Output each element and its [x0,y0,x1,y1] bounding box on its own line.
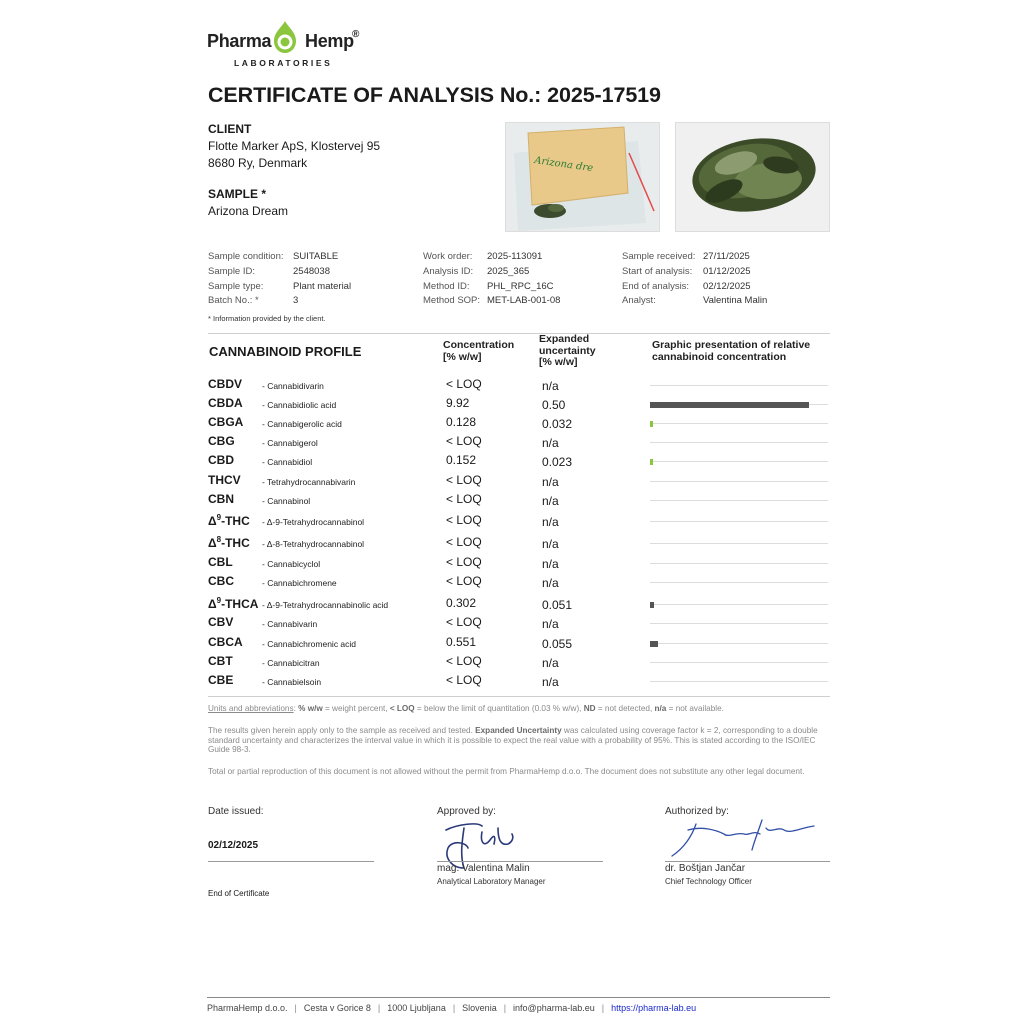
cannabinoid-name: - Cannabicitran [262,658,320,668]
abbreviation-text: CBE [208,673,234,687]
concentration-value: < LOQ [446,574,482,588]
footer-street: Cesta v Gorice 8 [303,1003,371,1013]
note-text: : [293,704,299,713]
concentration-value: 0.302 [446,596,477,610]
meta-key: Analyst: [622,295,656,307]
concentration-bar-track [650,385,828,386]
meta-value: 02/12/2025 [703,280,751,292]
uncertainty-value: 0.032 [542,417,573,431]
abbreviation-superscript: 9 [216,513,222,522]
client-address-line1: Flotte Marker ApS, Klostervej 95 [208,139,381,153]
footer-divider [207,997,830,998]
abbreviation-text: CBDA [208,396,243,410]
authorized-by-label: Authorized by: [665,806,729,817]
logo-word-pharma: Pharma [207,31,272,51]
footer-separator: | [294,1003,297,1013]
cannabinoid-name: - Cannabichromene [262,578,337,588]
meta-key: Start of analysis: [622,265,693,277]
abbreviation-suffix: -THC [221,536,250,550]
concentration-bar [650,421,653,427]
uncertainty-value: n/a [542,494,559,508]
concentration-value: 0.152 [446,453,477,467]
meta-value: 2025_365 [487,265,530,277]
cannabinoid-abbreviation [208,596,258,611]
note-text: = weight percent, [322,704,390,713]
table-row [208,453,830,472]
cannabinoid-name: - Δ-9-Tetrahydrocannabinolic acid [262,600,389,610]
cannabinoid-name: - Cannabivarin [262,619,318,629]
note-term: n/a [654,704,667,713]
meta-row [423,280,618,295]
concentration-value: < LOQ [446,492,482,506]
cannabinoid-name: - Cannabinol [262,496,311,506]
uncertainty-value: n/a [542,515,559,529]
concentration-bar-track [650,643,828,644]
meta-value: 3 [293,295,299,307]
uncertainty-value: 0.50 [542,398,566,412]
meta-key: End of analysis: [622,280,690,292]
date-issued-value: 02/12/2025 [208,840,259,851]
meta-key: Sample type: [208,280,264,292]
cannabinoid-profile-title: CANNABINOID PROFILE [209,344,362,359]
footer-company: PharmaHemp d.o.o. [207,1003,288,1013]
abbreviation-text: Δ [208,536,217,550]
authorizer-role: Chief Technology Officer [665,877,752,886]
concentration-bar-track [650,461,828,462]
note-term: ND [583,704,596,713]
meta-key: Sample ID: [208,265,255,277]
cannabinoid-abbreviation [208,434,235,448]
abbreviation-text: CBDV [208,377,243,391]
client-info-footnote: * Information provided by the client. [208,314,326,323]
abbreviation-text: CBT [208,654,233,668]
units-heading: Units and abbreviations [208,704,294,713]
concentration-bar-track [650,543,828,544]
cannabinoid-name: - Cannabidiolic acid [262,400,337,410]
concentration-value: < LOQ [446,473,482,487]
footer-country: Slovenia [462,1003,497,1013]
header-line: Graphic presentation of relative [652,339,811,351]
concentration-value: 0.551 [446,635,477,649]
meta-key: Method ID: [423,280,470,292]
sample-flower-photo [675,122,830,232]
abbreviation-text: CBCA [208,635,243,649]
date-issued-label: Date issued: [208,806,264,817]
divider-top [208,333,830,334]
logo-registered-mark: ® [352,29,360,40]
end-of-certificate: End of Certificate [208,889,270,898]
leaf-drop-logo-icon [270,20,300,54]
meta-value: SUITABLE [293,251,339,262]
cannabinoid-name: - Cannabidiol [262,457,313,467]
table-row [208,596,830,615]
uncertainty-value: n/a [542,576,559,590]
cannabinoid-name: - Tetrahydrocannabivarin [262,477,356,487]
abbreviation-text: Δ [208,514,217,528]
meta-row [622,265,830,280]
concentration-bar-track [650,582,828,583]
concentration-bar-track [650,681,828,682]
uncertainty-value: n/a [542,557,559,571]
meta-key: Method SOP: [423,295,481,307]
header-line: [% w/w] [539,356,578,368]
abbreviation-text: CBL [208,555,233,569]
meta-key: Work order: [423,251,473,262]
cannabinoid-name: - Cannabicyclol [262,559,321,569]
concentration-bar-track [650,623,828,624]
concentration-bar [650,641,658,647]
concentration-value: < LOQ [446,513,482,527]
table-row [208,615,830,634]
abbreviation-text: THCV [208,473,241,487]
sample-bag-photo [505,122,660,232]
client-address-line2: 8680 Ry, Denmark [208,156,308,170]
cannabinoid-abbreviation [208,415,243,429]
logo-word-hemp: Hemp [305,31,354,51]
sample-name: Arizona Dream [208,204,289,218]
concentration-value: < LOQ [446,615,482,629]
note-term: < LOQ [389,704,415,713]
table-row [208,377,830,396]
meta-row [208,294,418,309]
footer-separator: | [503,1003,507,1013]
concentration-bar [650,402,809,408]
abbreviation-text: CBD [208,453,234,467]
authorizer-line [665,861,830,862]
abbreviation-text: CBGA [208,415,244,429]
logo-subtitle: LABORATORIES [234,58,333,68]
cannabinoid-abbreviation [208,635,243,649]
table-row [208,535,830,554]
certificate-title: CERTIFICATE OF ANALYSIS No.: 2025-17519 [208,83,661,107]
header-line: Expanded [539,333,590,345]
footer-email[interactable]: info@pharma-lab.eu [513,1003,595,1013]
meta-value: Valentina Malin [703,295,768,307]
meta-row [208,250,418,265]
cannabinoid-abbreviation [208,453,234,467]
reproduction-note: Total or partial reproduction of this document is not allowed without the permit from PharmaHemp d.o.o. The document does not substitute any other legal document. [208,767,805,776]
meta-row [622,280,830,295]
meta-value: MET-LAB-001-08 [487,295,561,307]
table-row [208,574,830,593]
concentration-bar-track [650,481,828,482]
table-row [208,654,830,673]
cannabinoid-name: - Δ-9-Tetrahydrocannabinol [262,517,365,527]
uncertainty-value: n/a [542,537,559,551]
meta-value: Plant material [293,280,352,292]
note-text: = not available. [666,704,724,713]
table-row [208,492,830,511]
uncertainty-value: n/a [542,675,559,689]
cannabinoid-name: - Cannabidivarin [262,381,324,391]
footer [207,1003,696,1013]
concentration-value: < LOQ [446,673,482,687]
uncertainty-value: 0.055 [542,637,573,651]
note-term: Expanded Uncertainty [475,726,562,735]
meta-row [423,250,618,265]
abbreviation-text: Δ [208,597,217,611]
abbreviation-superscript: 9 [216,596,222,605]
footer-city: 1000 Ljubljana [387,1003,446,1013]
concentration-bar-track [650,604,828,605]
meta-key: Sample received: [622,251,696,262]
footer-separator: | [377,1003,381,1013]
cannabinoid-name: - Cannabigerolic acid [262,419,342,429]
table-row [208,396,830,415]
meta-row [622,294,830,309]
table-row [208,635,830,654]
cannabinoid-abbreviation [208,574,234,588]
cannabinoid-abbreviation [208,513,250,528]
meta-value: 01/12/2025 [703,265,751,277]
cannabinoid-abbreviation [208,535,250,550]
concentration-value: < LOQ [446,377,482,391]
cannabinoid-abbreviation [208,377,242,391]
approver-role: Analytical Laboratory Manager [437,877,546,886]
concentration-value: < LOQ [446,535,482,549]
uncertainty-value: n/a [542,379,559,393]
meta-row [622,250,830,265]
abbreviation-suffix: -THC [221,514,250,528]
cannabinoid-abbreviation [208,396,243,410]
table-row [208,673,830,692]
meta-value: 2025-113091 [487,251,543,262]
concentration-bar-track [650,662,828,663]
cannabinoid-abbreviation [208,473,241,487]
header-line: uncertainty [539,344,596,357]
uncertainty-value: n/a [542,436,559,450]
meta-row [423,294,618,309]
cannabinoid-name: - Cannabigerol [262,438,318,448]
concentration-bar-track [650,521,828,522]
meta-value: 27/11/2025 [703,251,750,262]
meta-value: PHL_RPC_16C [487,280,554,292]
abbreviation-suffix: -THCA [221,597,259,611]
units-abbreviations-note [208,704,830,714]
concentration-bar [650,459,653,465]
table-row [208,555,830,574]
meta-row [423,265,618,280]
header-line: cannabinoid concentration [652,350,787,363]
meta-key: Batch No.: * [208,295,259,307]
concentration-bar-track [650,442,828,443]
concentration-column-header [443,340,514,363]
sample-meta-col2 [423,250,618,309]
table-row [208,415,830,434]
table-row [208,513,830,532]
results-uncertainty-note [208,726,832,755]
meta-key: Analysis ID: [423,265,474,277]
uncertainty-value: n/a [542,656,559,670]
cannabinoid-abbreviation [208,654,233,668]
concentration-value: 9.92 [446,396,470,410]
client-heading: CLIENT [208,122,252,136]
approver-name: mag. Valentina Malin [437,863,530,874]
table-row [208,473,830,492]
abbreviation-text: CBN [208,492,234,506]
abbreviation-text: CBC [208,574,234,588]
bag-label-handwriting: Arizona dre [533,155,594,175]
meta-row [208,280,418,295]
authorizer-signature [666,816,821,862]
cannabinoid-abbreviation [208,615,233,629]
uncertainty-value: n/a [542,475,559,489]
cannabinoid-abbreviation [208,673,233,687]
concentration-value: < LOQ [446,555,482,569]
sample-meta-col1 [208,250,418,309]
cannabinoid-name: - Δ-8-Tetrahydrocannabinol [262,539,365,549]
sample-heading: SAMPLE * [208,187,267,201]
note-term: % w/w [298,704,323,713]
cannabinoid-name: - Cannabichromenic acid [262,639,357,649]
meta-value: 2548038 [293,265,330,277]
footer-website-link[interactable]: https://pharma-lab.eu [611,1003,697,1013]
uncertainty-value: n/a [542,617,559,631]
concentration-bar-track [650,423,828,424]
pharmahemp-logo [207,20,367,70]
cannabinoid-abbreviation [208,492,234,506]
note-text: = below the limit of quantitation (0.03 % w/w), [414,704,584,713]
uncertainty-value: 0.051 [542,598,573,612]
abbreviation-superscript: 8 [216,535,222,544]
footer-separator: | [601,1003,605,1013]
approved-by-label: Approved by: [437,806,496,817]
cannabinoid-abbreviation [208,555,233,569]
header-line: [% w/w] [443,350,482,363]
note-text: = not detected, [595,704,655,713]
abbreviation-text: CBG [208,434,235,448]
concentration-bar [650,602,654,608]
concentration-value: < LOQ [446,654,482,668]
concentration-value: < LOQ [446,434,482,448]
divider-bottom [208,696,830,697]
concentration-bar-track [650,563,828,564]
note-text: was calculated using coverage factor k = 2, corresponding to a double standard uncertainty and characterizes the interval value in which it is possible to expect the real value with a probability of 95%. This is stated according to the ISO/IEC Guide 98-3. [208,726,818,755]
cannabinoid-name: - Cannabielsoin [262,677,322,687]
date-line [208,861,374,862]
graph-column-header [652,340,810,363]
uncertainty-value: 0.023 [542,455,573,469]
approver-line [437,861,603,862]
sample-meta-col3 [622,250,830,309]
concentration-value: 0.128 [446,415,477,429]
concentration-bar-track [650,500,828,501]
meta-row [208,265,418,280]
footer-separator: | [452,1003,456,1013]
abbreviation-text: CBV [208,615,234,629]
header-line: Concentration [443,339,515,351]
authorizer-name: dr. Boštjan Jančar [665,863,746,874]
note-text: The results given herein apply only to the sample as received and tested. [208,726,476,735]
uncertainty-column-header [539,334,596,369]
table-row [208,434,830,453]
meta-key: Sample condition: [208,251,284,262]
